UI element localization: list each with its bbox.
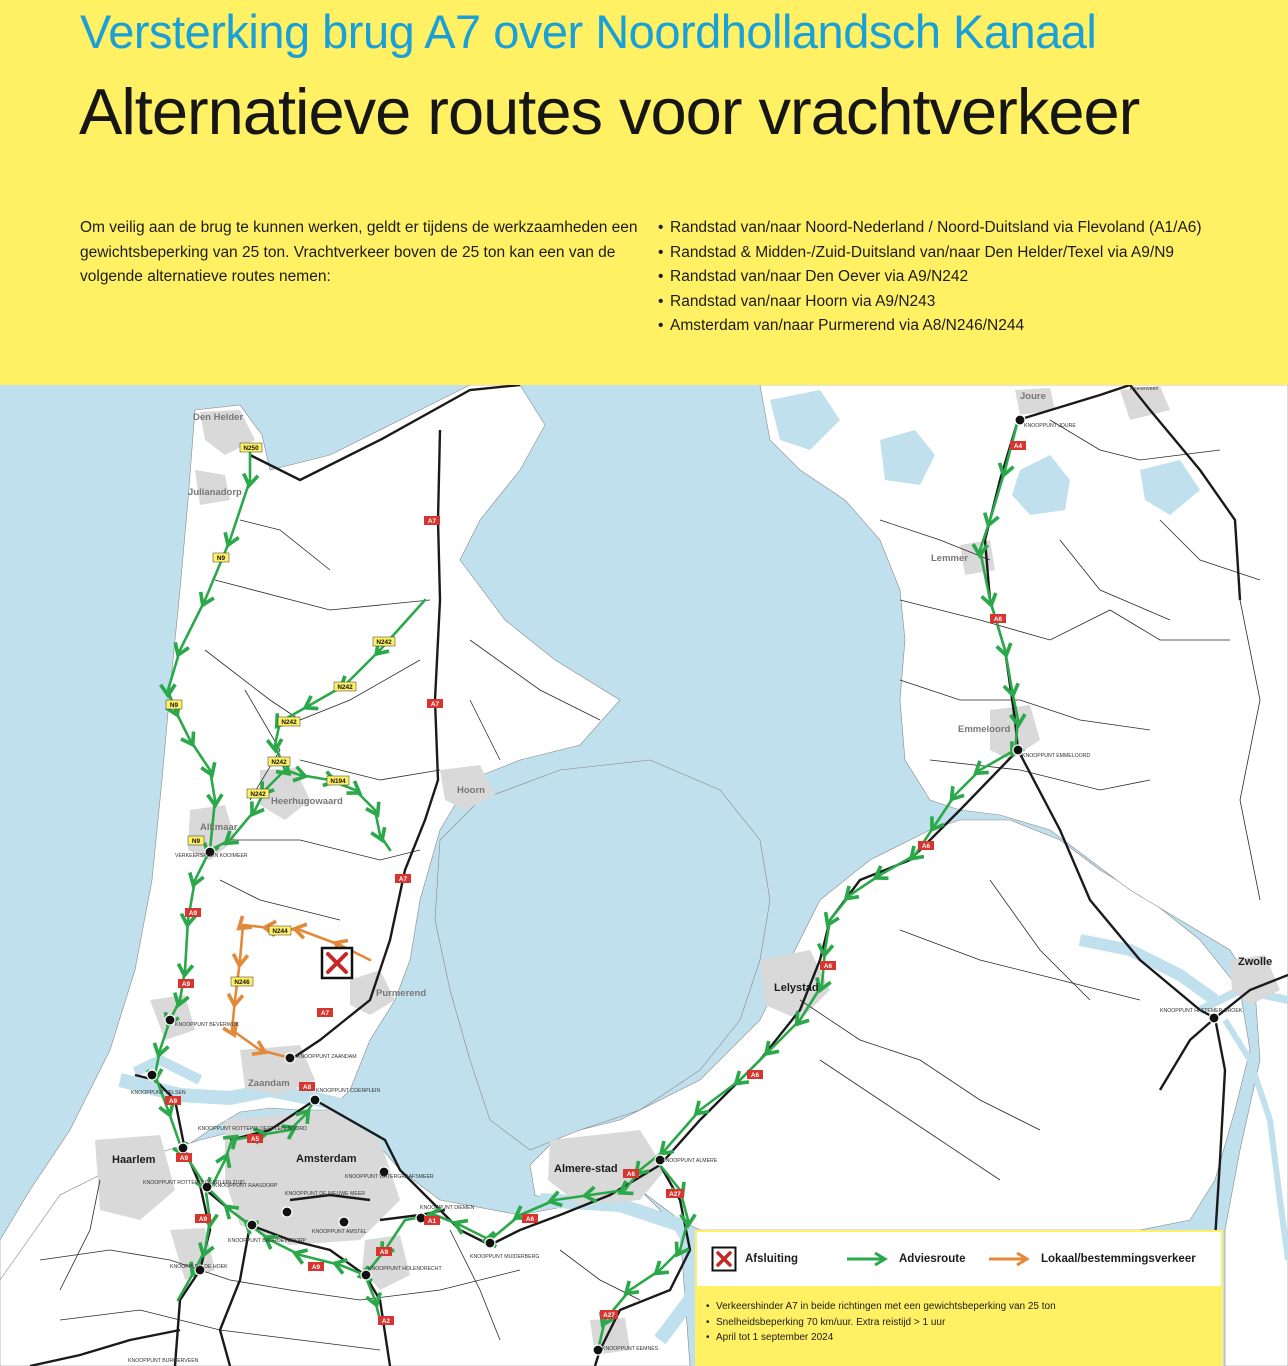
junction-hattemerbroek	[1209, 1013, 1219, 1023]
route-list	[658, 216, 1278, 339]
svg-text:A9: A9	[179, 1155, 189, 1162]
place-heerenveen: Heerenveen	[1130, 386, 1159, 392]
junction-label: KNOOPPUNT RAASDORP	[214, 1183, 278, 1189]
shield-n9	[188, 836, 204, 845]
svg-text:A6: A6	[993, 616, 1003, 623]
junction-rottepolderplein	[178, 1143, 188, 1153]
place-lelystad: Lelystad	[774, 982, 819, 994]
svg-text:N250: N250	[243, 445, 259, 452]
svg-text:A8: A8	[302, 1084, 312, 1091]
shield-a4	[1010, 441, 1026, 450]
junction-badhoevedorp	[247, 1220, 257, 1230]
svg-text:A9: A9	[198, 1216, 208, 1223]
route-item: • Randstad van/naar Den Oever via A9/N242	[658, 265, 1278, 290]
place-lemmer: Lemmer	[931, 553, 968, 564]
legend-closure-label: Afsluiting	[745, 1253, 799, 1265]
junction-label: KNOOPPUNT MUIDERBERG	[470, 1254, 540, 1260]
svg-text:A6: A6	[921, 843, 931, 850]
shield-n242	[334, 682, 356, 691]
svg-text:A27: A27	[669, 1191, 681, 1198]
shield-a5	[247, 1134, 263, 1143]
shield-n9	[213, 553, 229, 562]
note-item: • Verkeershinder A7 in beide richtingen met een gewichtsbeperking van 25 ton	[706, 1299, 1223, 1315]
place-heerhugowaard: Heerhugowaard	[271, 796, 343, 807]
junction-label: KNOOPPUNT HATTEMER-BROEK	[1160, 1008, 1243, 1014]
junction-label: KNOOPPUNT ALMERE	[662, 1158, 718, 1164]
place-joure: Joure	[1020, 391, 1046, 402]
junction-label: KNOOPPUNT HOLENDRECHT	[368, 1266, 442, 1272]
svg-text:N242: N242	[281, 719, 297, 726]
place-alkmaar: Alkmaar	[200, 822, 238, 833]
page-subtitle: Versterking brug A7 over Noordhollandsch Kanaal	[80, 5, 1097, 58]
junction-label: KNOOPPUNT AMSTEL	[312, 1229, 367, 1235]
junction-label: KNOOPPUNT EMMELOORD	[1022, 753, 1091, 759]
svg-text:A9: A9	[311, 1264, 321, 1271]
svg-text:N246: N246	[234, 979, 250, 986]
map-legend	[695, 1230, 1223, 1288]
svg-text:A2: A2	[381, 1318, 391, 1325]
shield-n246	[231, 977, 253, 986]
route-map	[0, 385, 1288, 1366]
junction-coenplein	[310, 1095, 320, 1105]
legend-closure	[711, 1232, 798, 1286]
shield-a9	[176, 1153, 192, 1162]
junction-label: KNOOPPUNT WATERGRAAFSMEER	[345, 1174, 434, 1180]
svg-text:A6: A6	[626, 1171, 636, 1178]
junction-muiderberg	[485, 1238, 495, 1248]
junction-beverwijk	[165, 1015, 175, 1025]
junction-amstel	[339, 1217, 349, 1227]
shield-a6	[522, 1214, 538, 1223]
junction-zaandam	[285, 1053, 295, 1063]
svg-text:N242: N242	[376, 639, 392, 646]
junction-label: KNOOPPUNT BURGERVEEN	[128, 1358, 199, 1364]
route-item: • Amsterdam van/naar Purmerend via A8/N246/N244	[658, 314, 1278, 339]
shield-n242	[373, 637, 395, 646]
svg-text:A7: A7	[427, 518, 437, 525]
shield-n9	[166, 700, 182, 709]
shield-n244	[269, 926, 291, 935]
shield-a9	[185, 908, 201, 917]
junction-de-nieuwe-meer	[282, 1207, 292, 1217]
shield-a7	[317, 1008, 333, 1017]
place-amsterdam: Amsterdam	[296, 1153, 357, 1165]
route-item: • Randstad van/naar Noord-Nederland / Noord-Duitsland via Flevoland (A1/A6)	[658, 216, 1278, 241]
shield-a8	[299, 1082, 315, 1091]
svg-text:A9: A9	[188, 910, 198, 917]
junction-label: KNOOPPUNT ZAANDAM	[297, 1054, 357, 1060]
shield-n194	[327, 776, 349, 785]
route-item: • Randstad & Midden-/Zuid-Duitsland van/naar Den Helder/Texel via A9/N9	[658, 241, 1278, 266]
svg-text:A9: A9	[181, 981, 191, 988]
junction-label: KNOOPPUNT ROTTEPOLDERPLEIN NOORD	[198, 1126, 307, 1132]
svg-text:N244: N244	[272, 928, 288, 935]
junction-label: KNOOPPUNT DE NIEUWE MEER	[285, 1191, 366, 1197]
place-hoorn: Hoorn	[457, 785, 485, 796]
svg-text:A6: A6	[823, 963, 833, 970]
svg-text:A1: A1	[427, 1218, 437, 1225]
svg-text:A9: A9	[168, 1098, 178, 1105]
shield-a6	[990, 614, 1006, 623]
shield-a27	[600, 1310, 618, 1319]
svg-text:A4: A4	[1013, 443, 1023, 450]
junction-label: KNOOPPUNT DIEMEN	[420, 1205, 475, 1211]
shield-a7	[395, 874, 411, 883]
svg-text:N242: N242	[250, 791, 266, 798]
junction-label: KNOOPPUNT BEVERWIJK	[175, 1022, 240, 1028]
shield-a6	[747, 1070, 763, 1079]
shield-a27	[666, 1189, 684, 1198]
note-item: • Snelheidsbeperking 70 km/uur. Extra reistijd > 1 uur	[706, 1315, 1223, 1331]
shield-a7	[424, 516, 440, 525]
shield-a9	[195, 1214, 211, 1223]
place-almere-stad: Almere-stad	[554, 1163, 618, 1175]
legend-local	[987, 1232, 1196, 1286]
svg-text:N242: N242	[271, 759, 287, 766]
shield-a9	[165, 1096, 181, 1105]
junction-velsen	[147, 1070, 157, 1080]
svg-text:A5: A5	[250, 1136, 260, 1143]
junction-label: KNOOPPUNT COENPLEIN	[316, 1088, 381, 1094]
svg-text:A6: A6	[750, 1072, 760, 1079]
header-banner	[0, 0, 1288, 385]
shield-n242	[278, 717, 300, 726]
place-purmerend: Purmerend	[376, 988, 427, 999]
place-emmeloord: Emmeloord	[958, 724, 1011, 735]
closure-icon	[711, 1246, 737, 1272]
svg-text:N9: N9	[216, 555, 226, 562]
shield-a1	[424, 1216, 440, 1225]
note-item: • April tot 1 september 2024	[706, 1330, 1223, 1346]
svg-text:A9: A9	[379, 1249, 389, 1256]
shield-a9	[376, 1247, 392, 1256]
shield-n242	[247, 789, 269, 798]
svg-text:A7: A7	[430, 701, 440, 708]
shield-a6	[820, 961, 836, 970]
svg-text:N194: N194	[330, 778, 346, 785]
shield-n250	[240, 443, 262, 452]
traffic-notes	[695, 1288, 1223, 1366]
shield-a7	[427, 699, 443, 708]
junction-label: KNOOPPUNT EEMNES	[602, 1346, 659, 1352]
place-haarlem: Haarlem	[112, 1154, 156, 1166]
legend-advised-label: Adviesroute	[899, 1253, 966, 1265]
orange-arrow-icon	[987, 1251, 1033, 1267]
place-den-helder: Den Helder	[193, 412, 244, 423]
legend-local-label: Lokaal/bestemmingsverkeer	[1041, 1253, 1196, 1265]
shield-a9	[308, 1262, 324, 1271]
place-zwolle: Zwolle	[1238, 956, 1273, 968]
closure-marker	[322, 948, 352, 978]
green-arrow-icon	[845, 1251, 891, 1267]
junction-label: KNOOPPUNT JOURE	[1024, 423, 1076, 429]
shield-a6	[918, 841, 934, 850]
shield-a2	[378, 1316, 394, 1325]
svg-text:A6: A6	[525, 1216, 535, 1223]
junction-label: KNOOPPUNT VELSEN	[131, 1090, 186, 1096]
svg-text:A7: A7	[398, 876, 408, 883]
shield-n242	[268, 757, 290, 766]
svg-text:N242: N242	[337, 684, 353, 691]
page-title: Alternatieve routes voor vrachtverkeer	[79, 75, 1140, 148]
shield-a9	[178, 979, 194, 988]
shield-a6	[623, 1169, 639, 1178]
route-item: • Randstad van/naar Hoorn via A9/N243	[658, 290, 1278, 315]
junction-label: KNOOPPUNT BADHOEVEDORP	[228, 1238, 307, 1244]
intro-text: Om veilig aan de brug te kunnen werken, geldt er tijdens de werkzaamheden een gewichtsbeperking van 25 ton. Vrachtverkeer boven de 25 ton kan een van de volgende alternatieve routes nemen:	[80, 219, 638, 285]
place-julianadorp: Julianadorp	[188, 487, 242, 498]
junction-label: KNOOPPUNT ROTTEPOLDERPLEIN ZUID	[143, 1180, 245, 1186]
junction-label: KNOOPPUNT DE HOEK	[170, 1264, 228, 1270]
place-zaandam: Zaandam	[248, 1078, 290, 1089]
svg-text:N9: N9	[169, 702, 179, 709]
legend-advised	[845, 1232, 965, 1286]
svg-text:A27: A27	[603, 1312, 615, 1319]
svg-text:N9: N9	[191, 838, 201, 845]
junction-label: VERKEERSPLEIN KOOIMEER	[175, 853, 248, 859]
svg-text:A7: A7	[320, 1010, 330, 1017]
